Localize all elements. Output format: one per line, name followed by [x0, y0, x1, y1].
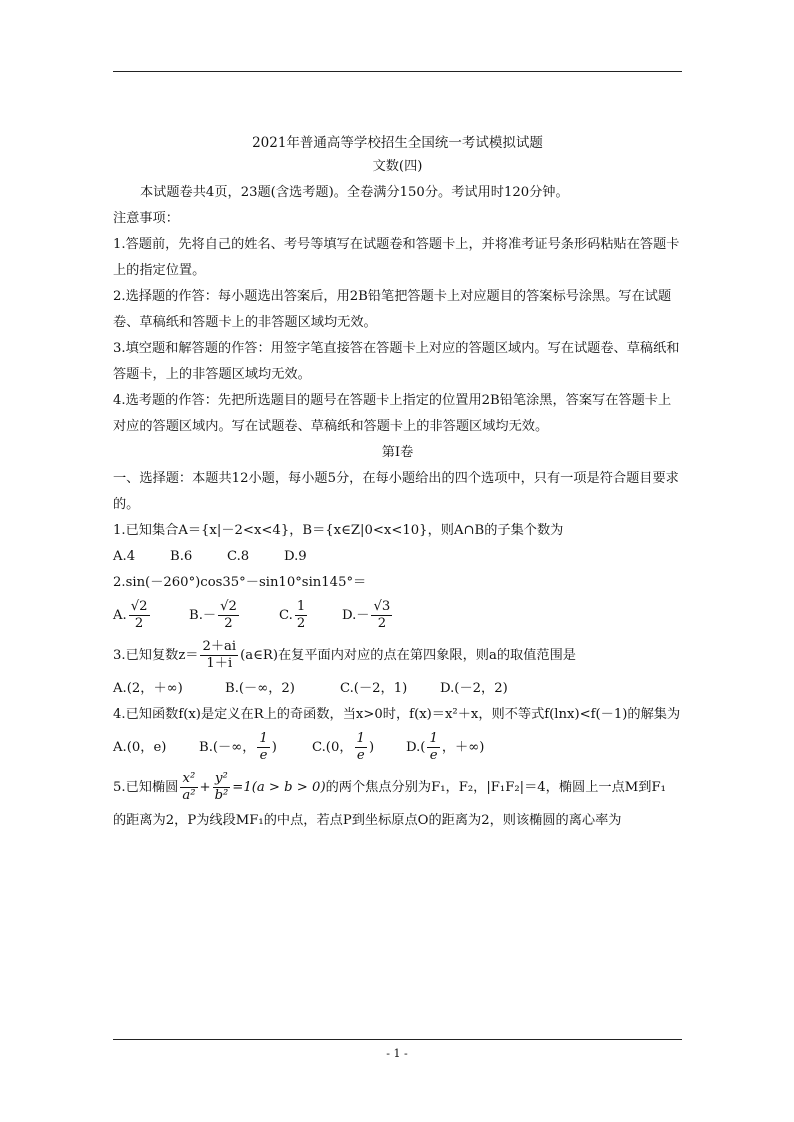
option-c — [312, 728, 406, 768]
question-5-suffix: 的两个焦点分别为F₁，F₂，|F₁F₂|＝4，椭圆上一点M到F₁ — [325, 780, 666, 795]
fraction — [427, 731, 439, 764]
option-text: C.(0， — [312, 740, 353, 755]
note-item: 1.答题前，先将自己的姓名、考号等填写在试题卷和答题卡上，并将准考证号条形码粘贴在答题卡上的指定位置。 — [113, 237, 680, 278]
fraction-numerator: √2 — [130, 599, 148, 614]
option-d — [406, 728, 484, 768]
fraction — [213, 771, 231, 804]
option-d — [342, 596, 394, 636]
fraction — [129, 599, 150, 632]
option-text: D.( — [406, 740, 426, 755]
fraction-numerator: √3 — [373, 599, 391, 614]
fraction-denominator: 1＋i — [206, 656, 233, 671]
section-label: 第Ⅰ卷 — [381, 445, 414, 460]
option-label: C. — [279, 608, 293, 623]
fraction-denominator: e — [429, 748, 438, 763]
fraction-denominator: e — [259, 748, 268, 763]
question-3 — [113, 636, 682, 676]
fraction — [200, 639, 238, 672]
top-rule — [113, 71, 682, 72]
question-2-options — [113, 596, 682, 636]
fraction — [218, 599, 239, 632]
question-3-options — [113, 676, 682, 702]
option-d: D.9 — [284, 549, 307, 564]
question-3-prefix: 3.已知复数z＝ — [113, 648, 199, 663]
option-text: ，＋∞) — [441, 740, 485, 755]
note-item: 3.填空题和解答题的作答：用签字笔直接答在答题卡上对应的答题区域内。写在试题卷、草稿纸和答题卡，上的非答题区域均无效。 — [113, 341, 680, 382]
question-2: 2.sin(－260°)cos35°－sin10°sin145°＝ — [113, 575, 367, 590]
fraction-denominator: e — [356, 748, 365, 763]
option-c: C.8 — [227, 549, 250, 564]
bottom-rule — [113, 1039, 682, 1040]
fraction-numerator: 1 — [429, 731, 438, 746]
question-4-options — [113, 728, 682, 768]
option-b: B.6 — [170, 549, 193, 564]
fraction — [180, 771, 197, 804]
option-label: A. — [113, 608, 127, 623]
fraction-numerator: 1 — [356, 731, 365, 746]
fraction-denominator: 2 — [134, 616, 144, 631]
question-3-suffix: (a∈R)在复平面内对应的点在第四象限，则a的取值范围是 — [240, 648, 576, 663]
exam-page — [113, 110, 682, 834]
note-item: 4.选考题的作答：先把所选题目的题号在答题卡上指定的位置用2B铅笔涂黑，答案写在答题卡上对应的答题区域内。写在试题卷、草稿纸和答题卡上的非答题区域均无效。 — [113, 393, 672, 434]
option-label: D.－ — [342, 608, 370, 623]
question-5-prefix: 5.已知椭圆 — [113, 780, 179, 795]
fraction-denominator: 2 — [377, 616, 387, 631]
option-d: D.(－2，2) — [440, 681, 508, 696]
option-b — [199, 728, 312, 768]
fraction — [355, 731, 367, 764]
fraction-denominator: b² — [214, 788, 229, 803]
fraction-numerator: y² — [213, 771, 231, 788]
question-4: 4.已知函数f(x)是定义在R上的奇函数，当x>0时，f(x)＝x²＋x，则不等式f(lnx)<f(－1)的解集为 — [113, 707, 681, 722]
exam-intro: 本试题卷共4页，23题(含选考题)。全卷满分150分。考试用时120分钟。 — [140, 185, 569, 200]
option-text: ) — [271, 740, 277, 755]
fraction-denominator: 2 — [296, 616, 306, 631]
fraction-numerator: 1 — [296, 599, 306, 614]
option-text: B.(－∞， — [199, 740, 256, 755]
page-number: - 1 - — [386, 1047, 408, 1060]
fraction-numerator: √2 — [220, 599, 237, 614]
fraction-numerator: 2＋ai — [202, 639, 237, 654]
question-5-line-2: 的距离为2，P为线段MF₁的中点，若点P到坐标原点O的距离为2，则该椭圆的离心率为 — [113, 813, 622, 828]
option-b: B.(－∞，2) — [225, 681, 295, 696]
option-c — [279, 596, 342, 636]
option-label: B.－ — [189, 608, 217, 623]
option-a: A.(0，e) — [113, 740, 167, 755]
question-1-options — [113, 544, 682, 570]
note-item: 2.选择题的作答：每小题选出答案后，用2B铅笔把答题卡上对应题目的答案标号涂黑。写在试题卷、草稿纸和答题卡上的非答题区域均无效。 — [113, 289, 672, 330]
fraction-denominator: a² — [182, 788, 196, 803]
exam-title: 2021年普通高等学校招生全国统一考试模拟试题 — [252, 135, 543, 151]
fraction — [257, 731, 269, 764]
fraction-numerator: x² — [180, 771, 197, 788]
plus-sign: + — [199, 780, 211, 795]
equation-rest: =1(a > b > 0) — [232, 780, 326, 795]
option-a: A.(2，＋∞) — [113, 681, 183, 696]
fraction-numerator: 1 — [259, 731, 268, 746]
option-c: C.(－2，1) — [340, 681, 408, 696]
fraction-denominator: 2 — [224, 616, 233, 631]
exam-subtitle: 文数(四) — [372, 159, 423, 174]
fraction — [371, 599, 392, 632]
option-a: A.4 — [113, 549, 136, 564]
section-instructions: 一、选择题：本题共12小题，每小题5分，在每小题给出的四个选项中，只有一项是符合题目要求的。 — [113, 471, 679, 512]
option-b — [189, 596, 279, 636]
notes-heading: 注意事项： — [113, 211, 179, 226]
option-text: ) — [368, 740, 375, 755]
option-a — [113, 596, 189, 636]
fraction — [295, 599, 307, 632]
question-5 — [113, 768, 682, 808]
question-1: 1.已知集合A＝{x|－2<x<4}，B＝{x∈Z|0<x<10}，则A∩B的子集个数为 — [113, 523, 564, 538]
